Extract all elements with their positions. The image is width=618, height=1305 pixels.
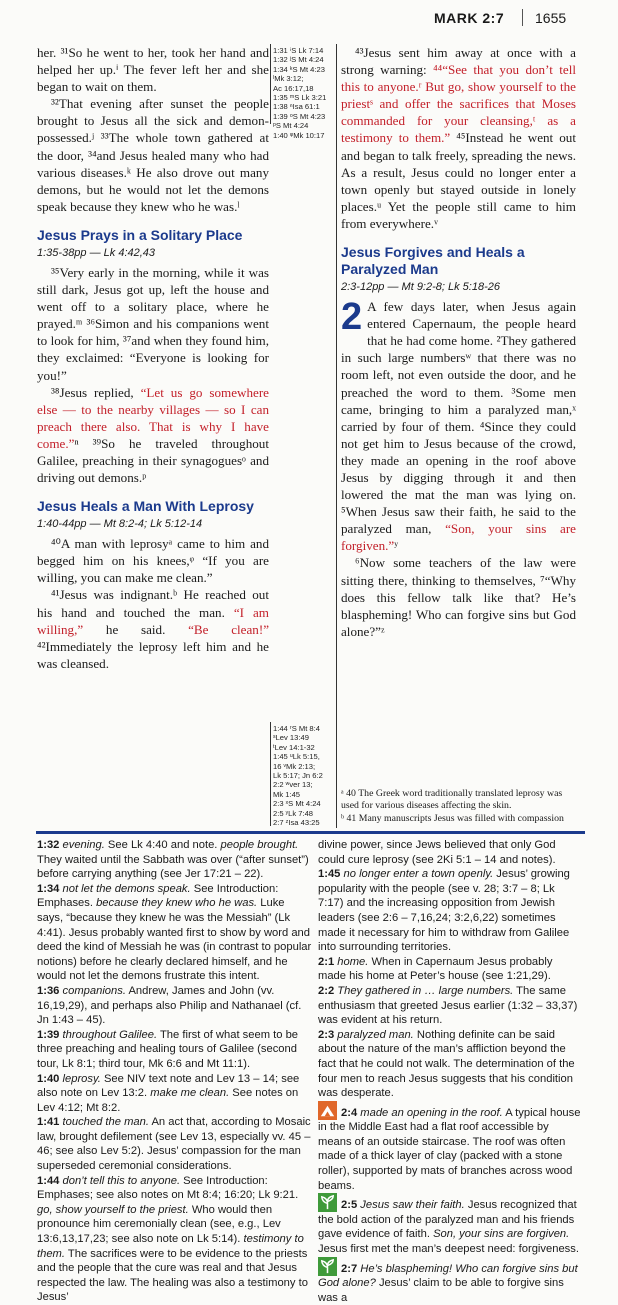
note-keyword: paralyzed man. bbox=[337, 1028, 414, 1041]
note-keyword: touched the man. bbox=[62, 1116, 149, 1129]
study-note bbox=[37, 1072, 312, 1116]
note-keyword: testimony to them. bbox=[37, 1233, 304, 1260]
cross-references-bottom bbox=[273, 724, 336, 827]
note-text: An act that, according to Mosaic law, brought defilement (see Lev 13, especially vv. 45 – 46; see also Lev 5:2). Jesus’ compassion for the man superseded ceremonial considerations. bbox=[37, 1116, 311, 1173]
note-text: They waited until the Sabbath was over (“after sunset”) before carrying anything (see Jer 17:21 – 22). bbox=[37, 853, 309, 881]
note-keyword: Jesus saw their faith. bbox=[360, 1199, 465, 1212]
note-ref: 2:2 bbox=[318, 984, 335, 997]
column-rule bbox=[270, 44, 271, 124]
verse-paragraph bbox=[341, 44, 576, 232]
note-ref: 2:5 bbox=[341, 1199, 358, 1212]
study-notes-right bbox=[318, 838, 583, 1305]
cross-references-top bbox=[273, 46, 336, 140]
study-note bbox=[37, 838, 312, 882]
note-text: See notes on Lev 4:12; Mt 8:2. bbox=[37, 1087, 299, 1114]
study-note bbox=[318, 867, 583, 955]
study-notes-left bbox=[37, 838, 312, 1305]
note-text: Andrew, James and John (vv. 16,19,29), and perhaps also Philip and Nathanael (cf. Jn 1:43 – 45). bbox=[37, 984, 302, 1027]
cross-ref: ᵗLev 14:1-32 bbox=[273, 742, 315, 752]
left-scripture-column bbox=[37, 44, 269, 672]
cross-ref: 1:38 ⁿIsa 61:1 bbox=[273, 102, 320, 112]
section-heading: Jesus Heals a Man With Leprosy bbox=[37, 498, 254, 515]
note-keyword: evening. bbox=[62, 839, 105, 851]
note-ref: 1:44 bbox=[37, 1174, 60, 1187]
verse-text: ³⁸Jesus replied, bbox=[51, 384, 141, 400]
faith-plant-icon bbox=[318, 1257, 337, 1276]
cross-ref: Lk 5:17; Jn 6:2 bbox=[273, 771, 323, 781]
verse-text: ⁴³Jesus sent him away at once with a strong warning: bbox=[341, 45, 576, 78]
note-keyword: leprosy. bbox=[62, 1072, 101, 1085]
verse-text: A few days later, when Jesus again entered Capernaum, the people heard that he had come home. ²They gathered in such large numbersʷ that there was no room left, not even outside the door, and he preached the word to them. ³Some men came, bringing to him a paralyzed man,ˣ carried by four of them. ⁴Since they could not get him to Jesus because of the crowd, they made an opening in the roof above Jesus by digging through it and then lowered the mat the man was lying on. ⁵When Jesus saw their faith, he said to the paralyzed man, bbox=[341, 299, 576, 537]
note-ref: 2:3 bbox=[318, 1028, 335, 1041]
study-note bbox=[318, 1101, 583, 1194]
verse-paragraph: ⁶Now some teachers of the law were sitting there, thinking to themselves, ⁷“Why does this fellow talk like that? He’s blaspheming! Who can forgive sins but God alone?”ᶻ bbox=[341, 555, 576, 639]
note-keyword: Son, your sins are forgiven. bbox=[433, 1228, 570, 1241]
note-text: Jesus first met the man’s deepest need: forgiveness. bbox=[318, 1243, 579, 1256]
verse-paragraph: her. ³¹So he went to her, took her hand and helped her up.ⁱ The fever left her and she began to wait on them. bbox=[37, 45, 269, 95]
study-notes-divider bbox=[36, 831, 585, 834]
note-text: A typical house in the Middle East had a flat roof accessible by means of an outside staircase. The roof was often made of a thick layer of clay (packed with a stone roller), supported by mats of branches across wood beams. bbox=[318, 1106, 581, 1192]
note-ref: 1:36 bbox=[37, 984, 60, 997]
note-ref: 2:4 bbox=[341, 1106, 358, 1119]
faith-plant-icon bbox=[318, 1193, 337, 1212]
section-heading: Jesus Prays in a Solitary Place bbox=[37, 226, 243, 243]
note-text: Jesus recognized that the bold action of the paralyzed man and his friends gave evidence of faith. bbox=[318, 1199, 577, 1241]
words-of-christ: “Let us go somewhere else — to the nearby villages — so I can preach there also. That is why I have come.” bbox=[37, 384, 269, 451]
verse-text: ⁴²Immediately the leprosy left him and he was cleansed. bbox=[37, 638, 269, 671]
note-text: The sacrifices were to be evidence to the priests and the people that the cure was real and that Jesus respected the law. The healing was also a testimony to Jesus’ bbox=[37, 1247, 308, 1304]
translation-footnotes bbox=[341, 788, 577, 826]
section-heading: Jesus Forgives and Heals a Paralyzed Man bbox=[341, 244, 525, 278]
verse-text: ʸ bbox=[394, 538, 399, 554]
verse-paragraph bbox=[341, 298, 576, 554]
words-of-christ: ⁴⁴“See that you don’t tell this to anyone.ʳ But go, show yourself to the priestˢ and offer the sacrifices that Moses commanded for your cleansing,ᵗ as a testimony to them.” bbox=[341, 62, 577, 146]
footnote: ᵇ 41 Many manuscripts Jesus was filled with compassion bbox=[341, 813, 564, 824]
cross-ref: 1:39 ᵒS Mt 4:23 bbox=[273, 111, 326, 121]
verse-paragraph bbox=[37, 586, 269, 671]
chapter-number: 2 bbox=[341, 296, 363, 339]
note-keyword: go, show yourself to the priest. bbox=[37, 1203, 189, 1216]
column-rule bbox=[270, 722, 271, 826]
note-keyword: home. bbox=[337, 955, 369, 968]
verse-text: he said. bbox=[83, 621, 189, 637]
note-keyword: people brought. bbox=[220, 839, 299, 851]
verse-paragraph bbox=[37, 384, 269, 487]
note-ref: 1:41 bbox=[37, 1116, 60, 1129]
note-text: Jesus’ claim to be able to forgive sins was a bbox=[318, 1277, 564, 1304]
verse-paragraph: ³²That evening after sunset the people brought to Jesus all the sick and demon-possessed.ʲ ³³The whole town gathered at the door, ³⁴and Jesus healed many who had various diseases.ᵏ He also drove out many demons, but he would not let the demons speak because they knew who he was.ˡ bbox=[37, 96, 269, 214]
footnote: ᵃ 40 The Greek word traditionally translated leprosy was used for various diseases affecting the skin. bbox=[341, 788, 563, 811]
study-note bbox=[318, 1257, 583, 1305]
cross-ref: 16 ᵛMk 2:13; bbox=[273, 761, 316, 771]
right-scripture-column bbox=[341, 44, 576, 640]
note-text: The first of what seem to be three preaching and healing tours of Galilee (second tour, Lk 8:1; third tour, Mk 6:6 and Mt 11:1). bbox=[37, 1028, 299, 1070]
note-keyword: make me clean. bbox=[150, 1087, 230, 1100]
cross-ref: 1:40 ᵠMk 10:17 bbox=[273, 130, 325, 140]
book-chapter-ref: MARK 2:7 bbox=[434, 10, 505, 26]
note-keyword: throughout Galilee. bbox=[62, 1028, 158, 1041]
note-keyword: not let the demons speak. bbox=[62, 882, 191, 895]
note-keyword: because they knew who he was. bbox=[96, 897, 258, 910]
cross-ref: 1:32 ʲS Mt 4:24 bbox=[273, 55, 324, 65]
note-text: The same enthusiasm that greeted Jesus earlier (1:32 – 33,37) was evident at his return. bbox=[318, 984, 578, 1027]
note-ref: 1:45 bbox=[318, 868, 341, 881]
header-divider bbox=[522, 9, 523, 26]
verse-text: ⁴¹Jesus was indignant.ᵇ He reached out his hand and touched the man. bbox=[37, 587, 269, 620]
page-header bbox=[0, 0, 618, 34]
note-text: See NIV text note and Lev 13 – 14; see also note on Lev 13:2. bbox=[37, 1072, 300, 1100]
note-keyword: don’t tell this to anyone. bbox=[62, 1174, 181, 1187]
study-note: divine power, since Jews believed that only God could cure leprosy (see 2Ki 5:1 – 14 and notes). bbox=[318, 839, 556, 866]
note-ref: 1:40 bbox=[37, 1072, 60, 1085]
study-note bbox=[318, 1028, 583, 1101]
cross-ref: 1:34 ᵏS Mt 4:23 bbox=[273, 64, 325, 74]
cross-ref: ᵖS Mt 4:24 bbox=[273, 121, 309, 131]
cross-ref: 1:31 ⁱS Lk 7:14 bbox=[273, 46, 324, 55]
parallel-passage-ref: 1:35-38pp — Lk 4:42,43 bbox=[37, 246, 156, 259]
cross-ref: ˢLev 13:49 bbox=[273, 733, 309, 743]
note-ref: 2:7 bbox=[341, 1262, 358, 1275]
archaeology-icon bbox=[318, 1101, 337, 1120]
note-keyword: made an opening in the roof. bbox=[360, 1106, 503, 1119]
study-note bbox=[318, 1193, 583, 1256]
verse-text: ⁿ ³⁹So he traveled throughout Galilee, preaching in their synagoguesᵒ and driving out demons.ᵖ bbox=[37, 435, 269, 486]
study-note bbox=[318, 984, 583, 1028]
page-number: 1655 bbox=[535, 10, 567, 26]
verse-paragraph: ³⁵Very early in the morning, while it was still dark, Jesus got up, left the house and went off to a solitary place, where he prayed.ᵐ ³⁶Simon and his companions went to look for him, ³⁷and when they found him, they exclaimed: “Everyone is looking for you!” bbox=[37, 264, 269, 383]
cross-ref: 1:35 ᵐS Lk 3:21 bbox=[273, 93, 327, 103]
cross-ref: 2:7 ᶻIsa 43:25 bbox=[273, 818, 320, 828]
note-text: When in Capernaum Jesus probably made his home at Peter’s house (see 1:21,29). bbox=[318, 955, 553, 983]
cross-ref: 2:3 ˣS Mt 4:24 bbox=[273, 799, 321, 809]
verse-paragraph: ⁴⁰A man with leprosyᵃ came to him and begged him on his knees,ᵠ “If you are willing, you can make me clean.” bbox=[37, 536, 269, 586]
parallel-passage-ref: 1:40-44pp — Mt 8:2-4; Lk 5:12-14 bbox=[37, 518, 203, 531]
note-text: See Introduction: Emphases. bbox=[37, 882, 279, 910]
study-note bbox=[37, 1174, 312, 1305]
verse-text: ⁴⁵Instead he went out and began to talk freely, spreading the news. As a result, Jesus could no longer enter a town openly but stayed outside in lonely places.ᵘ Yet the people still came to him from everywhere.ᵛ bbox=[341, 130, 576, 231]
cross-ref: 2:2 ʷver 13; bbox=[273, 780, 313, 790]
note-text: Jesus’ growing popularity with the people (see v. 28; 3:7 – 8; Lk 7:17) and the increasing opposition from Jewish leaders (see 2:6 – 7,16,24; 3:2,6,22) sometimes made it necessary for him to withdraw from Galilee into surrounding territories. bbox=[318, 868, 570, 954]
study-note bbox=[37, 984, 312, 1028]
study-note bbox=[37, 1028, 312, 1072]
cross-ref: 2:5 ʸLk 7:48 bbox=[273, 808, 314, 818]
note-ref: 1:32 bbox=[37, 839, 60, 851]
study-note bbox=[318, 955, 583, 984]
note-keyword: companions. bbox=[62, 984, 126, 997]
words-of-christ: “Be clean!” bbox=[188, 621, 270, 637]
note-ref: 2:1 bbox=[318, 955, 335, 968]
cross-ref: ˡMk 3:12; bbox=[273, 74, 304, 84]
note-text: Nothing definite can be said about the nature of the man’s affliction beyond the fact that he could not walk. The determination of the four men to reach Jesus suggests that his condition was desperate. bbox=[318, 1028, 575, 1100]
note-text: See Lk 4:40 and note. bbox=[104, 839, 221, 851]
words-of-christ: “Son, your sins are forgiven.” bbox=[341, 521, 576, 554]
parallel-passage-ref: 2:3-12pp — Mt 9:2-8; Lk 5:18-26 bbox=[341, 281, 500, 294]
note-keyword: no longer enter a town openly. bbox=[343, 868, 494, 881]
words-of-christ: “I am willing,” bbox=[37, 604, 269, 637]
note-keyword: He’s blaspheming! Who can forgive sins but God alone? bbox=[318, 1262, 578, 1290]
cross-ref: Mk 1:45 bbox=[273, 789, 301, 799]
note-text: Who would then pronounce him ceremonially clean (see, e.g., Lev 13:6,13,17,23; see also note on Lk 5:14). bbox=[37, 1203, 281, 1246]
study-note bbox=[37, 882, 312, 984]
column-rule bbox=[336, 44, 337, 828]
study-note bbox=[37, 1115, 312, 1173]
note-text: See Introduction: Emphases; see also notes on Mt 8:4; 16:20; Lk 9:21. bbox=[37, 1174, 299, 1202]
note-ref: 1:34 bbox=[37, 882, 60, 895]
cross-ref: 1:44 ʳS Mt 8:4 bbox=[273, 724, 320, 733]
cross-ref: Ac 16:17,18 bbox=[273, 83, 314, 93]
cross-ref: 1:45 ᵘLk 5:15, bbox=[273, 752, 320, 762]
note-ref: 1:39 bbox=[37, 1028, 60, 1041]
note-keyword: They gathered in … large numbers. bbox=[337, 984, 514, 997]
note-text: Luke says, “because they knew he was the Messiah” (Lk 4:41). Jesus probably wanted first to show by word and deed the kind of Messiah he was (in contrast to popular notions) before he clearly declared himself, and he would not let the demons frustrate this intent. bbox=[37, 897, 312, 983]
